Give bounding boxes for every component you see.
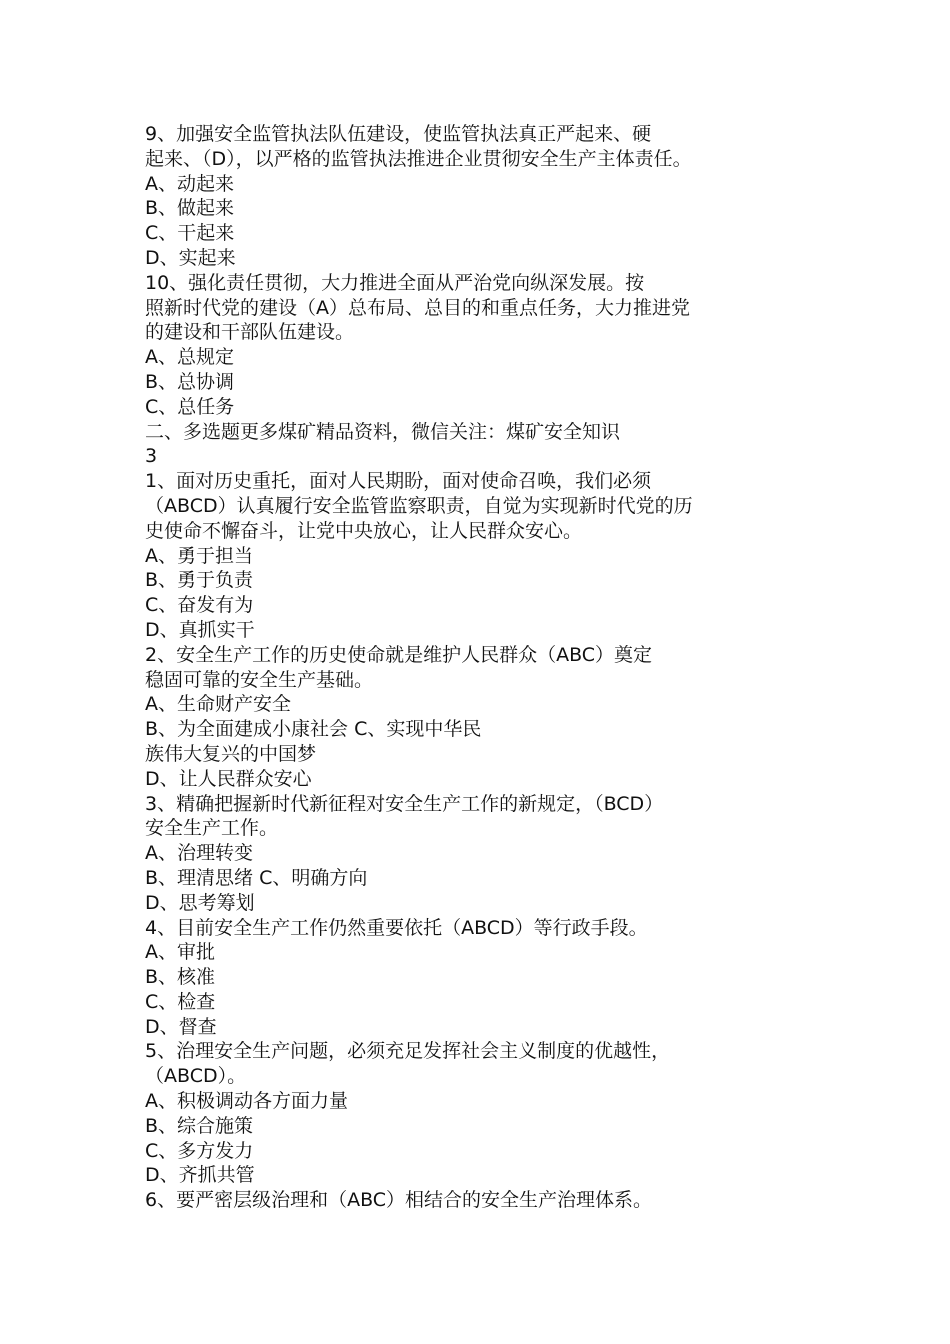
text-line: 5、治理安全生产问题，必须充足发挥社会主义制度的优越性， xyxy=(145,1040,671,1063)
text-line: 10、强化责任贯彻，大力推进全面从严治党向纵深发展。按 xyxy=(145,271,645,294)
text-line: 9、加强安全监管执法队伍建设，使监管执法真正严起来、硬 xyxy=(145,123,652,145)
text-line: D、让人民群众安心 xyxy=(145,767,312,790)
text-line: B、总协调 xyxy=(145,370,235,393)
text-line: （ABCD）。 xyxy=(145,1065,247,1088)
text-line: 起来、（D），以严格的监管执法推进企业贯彻安全生产主体责任。 xyxy=(145,147,692,170)
text-line: 照新时代党的建设（A）总布局、总目的和重点任务，大力推进党 xyxy=(145,296,690,319)
text-line: B、综合施策 xyxy=(145,1114,254,1137)
text-line: C、多方发力 xyxy=(145,1139,254,1162)
text-line: 的建设和干部队伍建设。 xyxy=(145,321,355,344)
text-line: B、理清思绪 C、明确方向 xyxy=(145,866,368,889)
text-line: D、督查 xyxy=(145,1015,217,1038)
text-line: 族伟大复兴的中国梦 xyxy=(145,742,317,765)
section-heading: 二、多选题更多煤矿精品资料，微信关注：煤矿安全知识 xyxy=(145,420,621,443)
text-line: 1、面对历史重托，面对人民期盼，面对使命召唤，我们必须 xyxy=(145,470,652,493)
text-line: D、齐抓共管 xyxy=(145,1164,255,1187)
text-line: A、积极调动各方面力量 xyxy=(145,1090,348,1113)
text-line: A、生命财产安全 xyxy=(145,693,291,716)
text-line: B、勇于负责 xyxy=(145,569,254,592)
text-line: 安全生产工作。 xyxy=(145,817,279,840)
text-line: C、奋发有为 xyxy=(145,594,254,617)
text-line: 2、安全生产工作的历史使命就是维护人民群众（ABC）奠定 xyxy=(145,643,653,666)
text-line: A、总规定 xyxy=(145,346,234,369)
text-line: D、真抓实干 xyxy=(145,618,255,641)
text-line: 3、精确把握新时代新征程对安全生产工作的新规定，（BCD） xyxy=(145,792,664,815)
text-line: A、治理转变 xyxy=(145,842,253,865)
text-line: （ABCD）认真履行安全监管监察职责，自觉为实现新时代党的历 xyxy=(145,494,693,517)
text-line: B、做起来 xyxy=(145,197,235,220)
text-line: 6、要严密层级治理和（ABC）相结合的安全生产治理体系。 xyxy=(145,1189,653,1212)
text-line: 3 xyxy=(145,445,158,468)
text-line: A、动起来 xyxy=(145,172,234,195)
text-line: B、为全面建成小康社会 C、实现中华民 xyxy=(145,718,482,741)
text-line: D、实起来 xyxy=(145,246,236,269)
text-line: A、勇于担当 xyxy=(145,544,253,567)
text-line: 稳固可靠的安全生产基础。 xyxy=(145,668,374,691)
text-line: A、审批 xyxy=(145,941,215,964)
text-line: C、总任务 xyxy=(145,395,235,418)
text-line: 史使命不懈奋斗，让党中央放心，让人民群众安心。 xyxy=(145,519,583,542)
text-line: B、核准 xyxy=(145,966,216,989)
text-line: C、检查 xyxy=(145,990,216,1013)
text-line: D、思考筹划 xyxy=(145,891,255,914)
document-body xyxy=(145,122,845,1213)
text-line: C、干起来 xyxy=(145,222,235,245)
text-line: 4、目前安全生产工作仍然重要依托（ABCD）等行政手段。 xyxy=(145,916,648,939)
